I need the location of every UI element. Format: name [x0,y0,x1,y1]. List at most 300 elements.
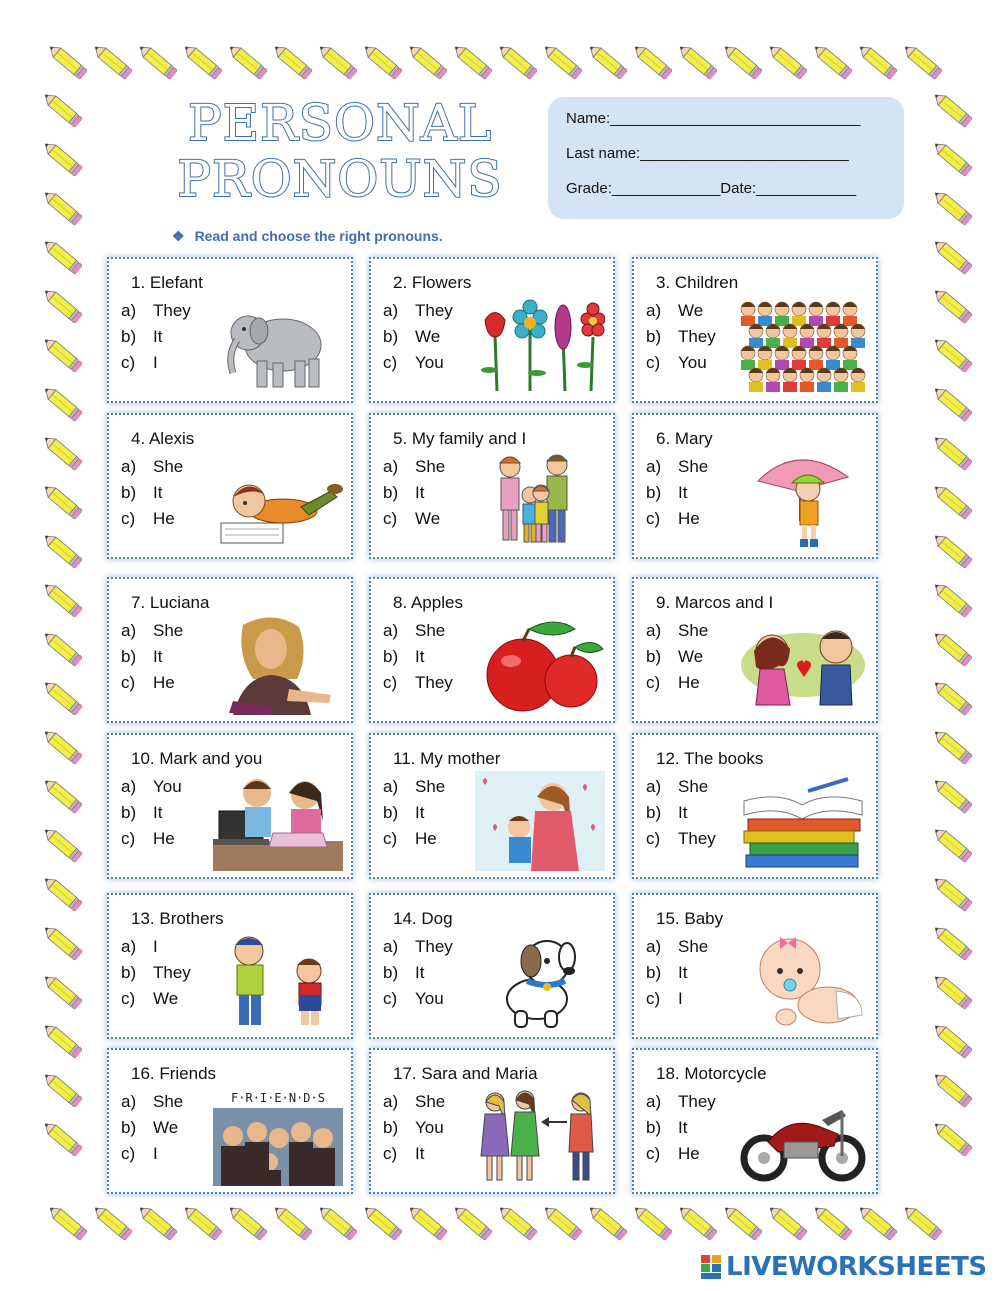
option-letter: c) [646,509,661,528]
pencil-icon [929,921,974,963]
pencil-icon [39,480,84,522]
answer-option-a[interactable] [383,457,445,477]
answer-option-a[interactable] [646,457,708,477]
option-text: We [153,989,179,1008]
pencil-icon [449,40,494,82]
option-letter: a) [383,457,399,476]
question-card [632,1048,878,1194]
question-title: 10. Mark and you [131,749,263,768]
option-letter: b) [383,327,399,346]
friends-illustration [213,1086,343,1186]
pencil-icon [39,333,84,375]
option-letter: c) [646,353,661,372]
pencil-icon [44,40,89,82]
option-text: It [678,1118,688,1137]
pencil-icon [359,1201,404,1243]
pencil-icon [39,1068,84,1110]
question-card [369,257,615,403]
option-letter: a) [383,621,399,640]
answer-option-a[interactable] [383,1092,445,1112]
option-text: We [678,647,704,666]
pencil-icon [854,1201,899,1243]
pencil-icon [929,431,974,473]
mother-illustration [475,771,605,871]
question-title: 14. Dog [393,909,453,928]
answer-option-a[interactable] [121,621,183,641]
pencil-icon [39,235,84,277]
pencil-icon [929,284,974,326]
logo-mark-icon [700,1254,722,1280]
option-text: It [415,647,425,666]
logo-text: LIVEWORKSHEETS [726,1252,987,1282]
answer-option-a[interactable] [121,777,182,797]
option-text: You [153,777,182,796]
option-letter: a) [646,621,662,640]
answer-option-c[interactable] [646,1144,700,1164]
pencil-icon [629,1201,674,1243]
family-illustration [475,451,605,551]
option-text: She [678,937,709,956]
answer-option-c[interactable] [121,353,158,373]
answer-option-c[interactable] [121,673,175,693]
question-card [632,733,878,879]
answer-option-a[interactable] [383,777,445,797]
pencil-icon [854,40,899,82]
option-text: He [678,673,700,692]
option-text: It [153,803,163,822]
pencil-icon [539,40,584,82]
question-card [107,893,353,1039]
option-letter: a) [646,301,662,320]
answer-option-b[interactable] [121,963,191,983]
grade-date-field[interactable]: Grade:_____________Date:____________ [566,180,857,197]
pencil-icon [39,431,84,473]
option-text: It [678,483,688,502]
pencil-icon [134,40,179,82]
pencil-icon [929,137,974,179]
question-title: 1. Elefant [131,273,203,292]
option-text: It [415,1144,425,1163]
pencil-icon [44,1201,89,1243]
answer-option-b[interactable] [383,1118,444,1138]
option-text: They [678,327,716,346]
option-text: He [153,673,175,692]
answer-option-b[interactable] [121,483,162,503]
option-letter: b) [646,483,662,502]
answer-option-c[interactable] [121,829,175,849]
option-letter: a) [383,1092,399,1111]
pencil-icon [269,40,314,82]
page-title [170,95,510,207]
pencil-icon [929,235,974,277]
pencil-icon [39,137,84,179]
option-text: They [153,963,191,982]
option-letter: a) [646,457,662,476]
answer-option-c[interactable] [383,989,444,1009]
question-title: 15. Baby [656,909,724,928]
option-letter: b) [646,647,662,666]
option-letter: a) [646,937,662,956]
option-text: You [415,353,444,372]
pencil-icon [539,1201,584,1243]
question-card [369,413,615,559]
answer-option-b[interactable] [121,1118,178,1138]
pencil-icon [39,186,84,228]
student-info-box [548,97,904,219]
option-text: It [153,647,163,666]
pencil-icon [929,1117,974,1159]
answer-option-c[interactable] [383,829,437,849]
pencil-icon [809,40,854,82]
question-title: 3. Children [656,273,739,292]
option-letter: b) [646,327,662,346]
pencil-icon [899,40,944,82]
pencil-icon [929,382,974,424]
pencil-icon [719,1201,764,1243]
option-letter: b) [383,803,399,822]
option-text: She [678,457,709,476]
question-card [107,577,353,723]
pencil-icon [929,872,974,914]
pencil-icon [929,480,974,522]
title-line-1: PERSONAL [187,94,493,152]
pencil-icon [39,823,84,865]
option-letter: c) [121,989,136,1008]
pencil-icon [269,1201,314,1243]
answer-option-a[interactable] [121,1092,183,1112]
pencil-icon [929,970,974,1012]
option-letter: c) [383,509,398,528]
answer-option-c[interactable] [646,353,707,373]
pencil-icon [929,333,974,375]
option-letter: a) [121,937,137,956]
pencil-icon [929,186,974,228]
pencil-icon [929,578,974,620]
answer-option-b[interactable] [383,963,424,983]
option-text: It [153,327,163,346]
option-letter: c) [383,1144,398,1163]
baby-illustration [738,931,868,1031]
option-letter: c) [121,673,136,692]
option-letter: c) [121,1144,136,1163]
option-text: She [678,621,709,640]
pencil-icon [224,40,269,82]
pencil-icon [929,1019,974,1061]
pencil-icon [39,88,84,130]
option-letter: a) [121,621,137,640]
option-letter: c) [383,829,398,848]
option-letter: b) [383,1118,399,1137]
couple-illustration [738,615,868,715]
option-letter: b) [383,963,399,982]
option-letter: a) [121,301,137,320]
answer-option-c[interactable] [383,673,453,693]
pencil-icon [929,88,974,130]
pencil-icon [39,284,84,326]
option-letter: b) [121,803,137,822]
liveworksheets-logo [700,1252,987,1282]
question-card [632,257,878,403]
pencil-icon [359,40,404,82]
pencil-icon [629,40,674,82]
question-title: 16. Friends [131,1064,217,1083]
question-card [632,577,878,723]
option-letter: a) [121,457,137,476]
option-text: They [415,673,453,692]
pencil-icon [674,40,719,82]
option-text: I [153,937,158,956]
answer-option-a[interactable] [646,301,703,321]
option-letter: a) [383,777,399,796]
option-text: I [153,1144,158,1163]
option-letter: c) [646,989,661,1008]
option-letter: c) [121,509,136,528]
pencil-icon [39,970,84,1012]
option-letter: b) [121,327,137,346]
option-text: She [415,457,446,476]
answer-option-c[interactable] [646,673,700,693]
answer-option-c[interactable] [121,509,175,529]
question-title: 9. Marcos and I [656,593,774,612]
option-text: You [415,989,444,1008]
option-text: She [153,457,184,476]
question-card [369,1048,615,1194]
option-letter: c) [646,673,661,692]
flowers-illustration [475,295,605,395]
answer-option-c[interactable] [121,989,178,1009]
apples-illustration [475,615,605,715]
question-title: 2. Flowers [393,273,472,292]
pencil-icon [929,725,974,767]
answer-option-b[interactable] [646,483,687,503]
option-text: We [415,327,441,346]
answer-option-a[interactable] [383,937,453,957]
option-text: They [153,301,191,320]
answer-option-a[interactable] [121,937,158,957]
answer-option-b[interactable] [646,1118,687,1138]
answer-option-b[interactable] [646,327,716,347]
answer-option-c[interactable] [646,509,700,529]
pencil-icon [929,676,974,718]
girls-illustration [475,1086,605,1186]
option-letter: a) [383,937,399,956]
option-letter: c) [383,353,398,372]
option-text: He [678,509,700,528]
option-text: He [415,829,437,848]
pencil-icon [314,1201,359,1243]
question-card [369,733,615,879]
option-letter: a) [121,777,137,796]
pencil-icon [929,774,974,816]
pencil-icon [764,1201,809,1243]
answer-option-c[interactable] [646,989,683,1009]
question-title: 8. Apples [393,593,463,612]
option-letter: b) [646,963,662,982]
answer-option-c[interactable] [383,509,440,529]
pencil-icon [39,578,84,620]
woman-photo-illustration [213,615,343,715]
pencil-icon [494,40,539,82]
pencil-icon [39,774,84,816]
option-text: It [415,803,425,822]
dog-illustration [475,931,605,1031]
books-illustration [738,771,868,871]
option-text: We [415,509,441,528]
option-letter: b) [121,483,137,502]
question-title: 4. Alexis [131,429,195,448]
option-letter: c) [121,829,136,848]
children-illustration [738,295,868,395]
option-text: You [415,1118,444,1137]
question-title: 6. Mary [656,429,713,448]
option-text: They [415,937,453,956]
option-text: She [415,777,446,796]
answer-option-c[interactable] [646,829,716,849]
elephant-illustration [213,295,343,395]
answer-option-b[interactable] [646,647,703,667]
answer-option-c[interactable] [121,1144,158,1164]
answer-option-a[interactable] [383,301,453,321]
answer-option-a[interactable] [383,621,445,641]
question-card [632,413,878,559]
answer-option-a[interactable] [121,457,183,477]
answer-option-b[interactable] [646,803,687,823]
answer-option-a[interactable] [646,1092,716,1112]
pencil-icon [39,1019,84,1061]
option-letter: c) [383,989,398,1008]
pencil-icon [39,627,84,669]
answer-option-a[interactable] [646,621,708,641]
option-letter: a) [646,777,662,796]
question-title: 18. Motorcycle [656,1064,767,1083]
pencil-icon [89,1201,134,1243]
pencil-icon [494,1201,539,1243]
option-text: It [415,963,425,982]
pencil-icon [179,1201,224,1243]
answer-option-a[interactable] [646,937,708,957]
option-text: It [153,483,163,502]
option-letter: b) [646,1118,662,1137]
diamond-bullet-icon: ❖ [172,228,185,244]
svg-text:F·R·I·E·N·D·S: F·R·I·E·N·D·S [231,1091,325,1105]
question-card [107,733,353,879]
answer-option-a[interactable] [646,777,708,797]
question-title: 13. Brothers [131,909,224,928]
option-text: She [153,621,184,640]
boy-lying-illustration [213,451,343,551]
question-title: 17. Sara and Maria [393,1064,538,1083]
pencil-icon [584,1201,629,1243]
answer-option-c[interactable] [383,353,444,373]
pencil-icon [674,1201,719,1243]
answer-option-c[interactable] [383,1144,424,1164]
instruction-text: Read and choose the right pronouns. [194,228,443,244]
brothers-illustration [213,931,343,1031]
option-text: She [678,777,709,796]
question-card [632,893,878,1039]
option-text: We [678,301,704,320]
option-text: They [678,1092,716,1111]
pencil-icon [39,382,84,424]
option-letter: a) [383,301,399,320]
option-text: I [153,353,158,372]
question-card [369,577,615,723]
last-name-field[interactable]: Last name:_________________________ [566,145,849,162]
pencil-icon [39,1117,84,1159]
answer-option-b[interactable] [121,803,162,823]
pencil-icon [809,1201,854,1243]
answer-option-b[interactable] [383,647,424,667]
pencil-icon [584,40,629,82]
option-letter: b) [121,1118,137,1137]
pencil-icon [89,40,134,82]
option-letter: b) [121,963,137,982]
option-text: They [678,829,716,848]
option-text: They [415,301,453,320]
option-letter: c) [646,829,661,848]
question-card [107,1048,353,1194]
pencil-icon [39,921,84,963]
answer-option-b[interactable] [383,483,424,503]
option-letter: b) [383,647,399,666]
option-letter: b) [383,483,399,502]
pencil-icon [719,40,764,82]
pencil-icon [404,1201,449,1243]
pencil-icon [929,1068,974,1110]
option-letter: c) [646,1144,661,1163]
option-text: He [153,829,175,848]
option-text: She [415,621,446,640]
question-title: 11. My mother [393,749,501,768]
question-card [107,257,353,403]
answer-option-b[interactable] [646,963,687,983]
pencil-icon [404,40,449,82]
question-title: 5. My family and I [393,429,527,448]
answer-option-b[interactable] [121,327,162,347]
answer-option-b[interactable] [383,327,440,347]
pencil-icon [764,40,809,82]
answer-option-b[interactable] [121,647,162,667]
option-text: You [678,353,707,372]
motorcycle-illustration [738,1086,868,1186]
girl-umbrella-illustration [738,451,868,551]
pencil-icon [314,40,359,82]
students-illustration [213,771,343,871]
pencil-icon [39,872,84,914]
option-letter: c) [121,353,136,372]
pencil-icon [39,725,84,767]
question-title: 7. Luciana [131,593,210,612]
pencil-icon [134,1201,179,1243]
pencil-icon [179,40,224,82]
option-letter: c) [383,673,398,692]
option-text: She [153,1092,184,1111]
option-text: She [415,1092,446,1111]
name-field[interactable]: Name:______________________________ [566,110,861,127]
pencil-icon [929,529,974,571]
option-text: It [415,483,425,502]
option-text: He [678,1144,700,1163]
pencil-icon [449,1201,494,1243]
pencil-icon [39,529,84,571]
option-letter: b) [646,803,662,822]
question-title: 12. The books [656,749,764,768]
answer-option-a[interactable] [121,301,191,321]
option-text: He [153,509,175,528]
pencil-icon [224,1201,269,1243]
instruction [172,228,443,245]
answer-option-b[interactable] [383,803,424,823]
